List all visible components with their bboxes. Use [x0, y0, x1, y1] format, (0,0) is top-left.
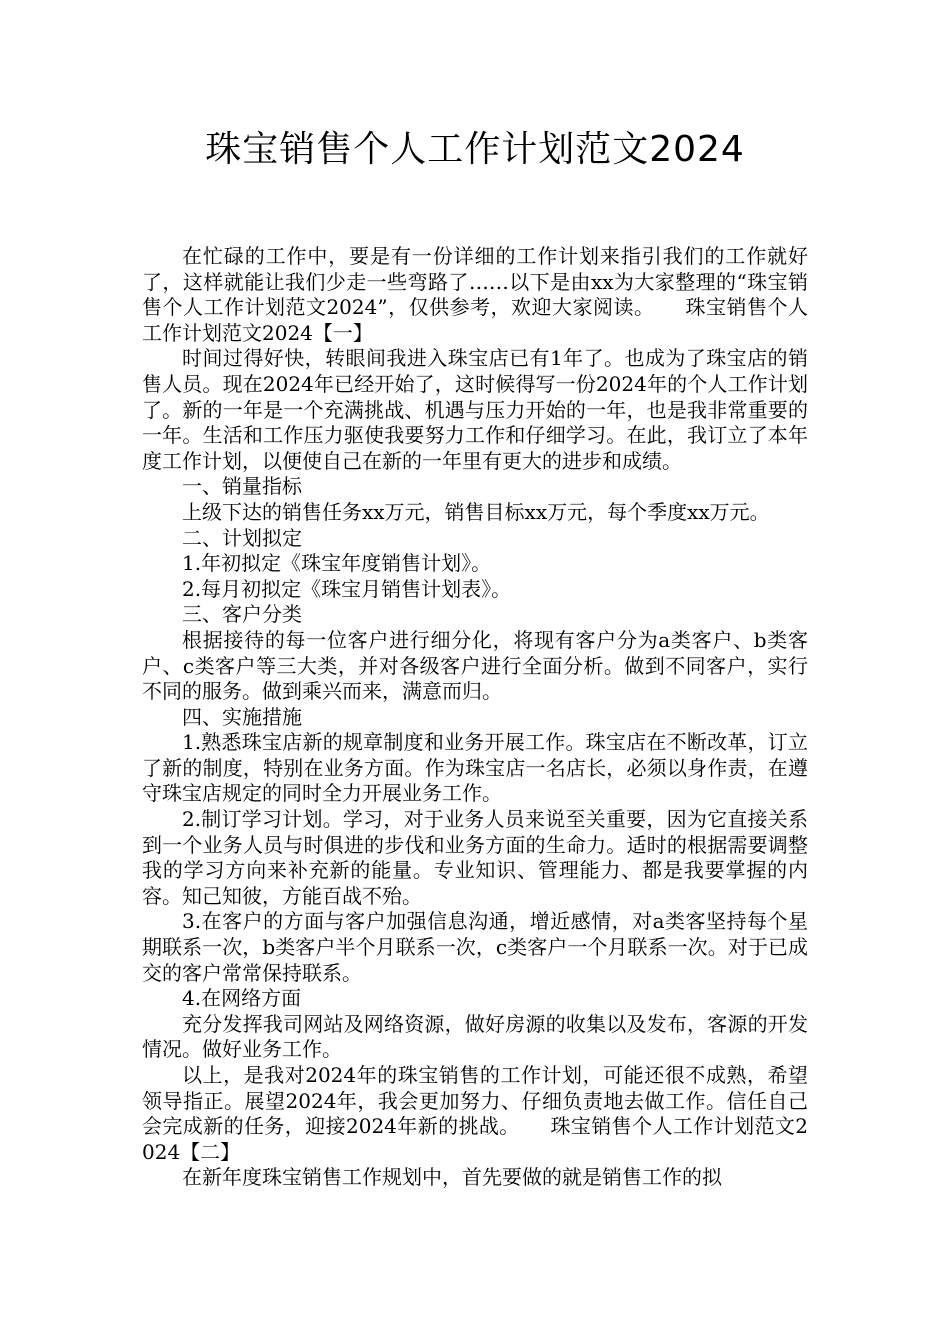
- document-title: 珠宝销售个人工作计划范文2024: [205, 129, 745, 170]
- document-body: [142, 244, 808, 1191]
- list-item-customer-contact: 3.在客户的方面与客户加强信息沟通，增近感情，对a类客坚持每个星期联系一次，b类客户半个月联系一次，c类客户一个月联系一次。对于已成交的客户常常保持联系。: [142, 909, 808, 985]
- list-item-annual-plan: 1.年初拟定《珠宝年度销售计划》。: [182, 551, 492, 576]
- paragraph-opening: 时间过得好快，转眼间我进入珠宝店已有1年了。也成为了珠宝店的销售人员。现在2024年已经开始了，这时候得写一份2024年的个人工作计划了。新的一年是一个充满挑战、机遇与压力开始的一年，也是我非常重要的一年。生活和工作压力驱使我要努力工作和仔细学习。在此，我订立了本年度工作计划，以便使自己在新的一年里有更大的进步和成绩。: [142, 346, 808, 473]
- paragraph-customer-classification: 根据接待的每一位客户进行细分化，将现有客户分为a类客户、b类客户、c类客户等三大类，并对各级客户进行全面分析。做到不同客户，实行不同的服务。做到乘兴而来，满意而归。: [142, 627, 808, 704]
- heading-implementation: 四、实施措施: [182, 704, 302, 729]
- list-item-network: 4.在网络方面: [182, 986, 302, 1011]
- list-item-rules: 1.熟悉珠宝店新的规章制度和业务开展工作。珠宝店在不断改革，订立了新的制度，特别在业务方面。作为珠宝店一名店长，必须以身作责，在遵守珠宝店规定的同时全力开展业务工作。: [142, 730, 808, 806]
- paragraph-second-sample: 在新年度珠宝销售工作规划中，首先要做的就是销售工作的拟: [182, 1165, 722, 1190]
- heading-sales-target: 一、销量指标: [182, 474, 302, 499]
- list-item-study-plan: 2.制订学习计划。学习，对于业务人员来说至关重要，因为它直接关系到一个业务人员与时俱进的步伐和业务方面的生命力。适时的根据需要调整我的学习方向来补充新的能量。专业知识、管理能力、都是我要掌握的内容。知己知彼，方能百战不殆。: [142, 807, 808, 908]
- paragraph-network: 充分发挥我司网站及网络资源，做好房源的收集以及发布，客源的开发情况。做好业务工作。: [142, 1011, 808, 1062]
- list-item-monthly-plan: 2.每月初拟定《珠宝月销售计划表》。: [182, 576, 512, 601]
- paragraph-intro: 在忙碌的工作中，要是有一份详细的工作计划来指引我们的工作就好了，这样就能让我们少走一些弯路了……以下是由xx为大家整理的“珠宝销售个人工作计划范文2024”，仅供参考，欢迎大家阅读。 珠宝销售个人工作计划范文2024【一】: [142, 244, 808, 345]
- paragraph-sales-target: 上级下达的销售任务xx万元，销售目标xx万元，每个季度xx万元。: [182, 499, 770, 524]
- heading-plan-drafting: 二、计划拟定: [182, 525, 302, 550]
- paragraph-conclusion: 以上，是我对2024年的珠宝销售的工作计划，可能还很不成熟，希望领导指正。展望2024年，我会更加努力、仔细负责地去做工作。信任自己会完成新的任务，迎接2024年新的挑战。 珠宝销售个人工作计划范文2024【二】: [142, 1063, 808, 1164]
- heading-customer-classification: 三、客户分类: [182, 602, 302, 627]
